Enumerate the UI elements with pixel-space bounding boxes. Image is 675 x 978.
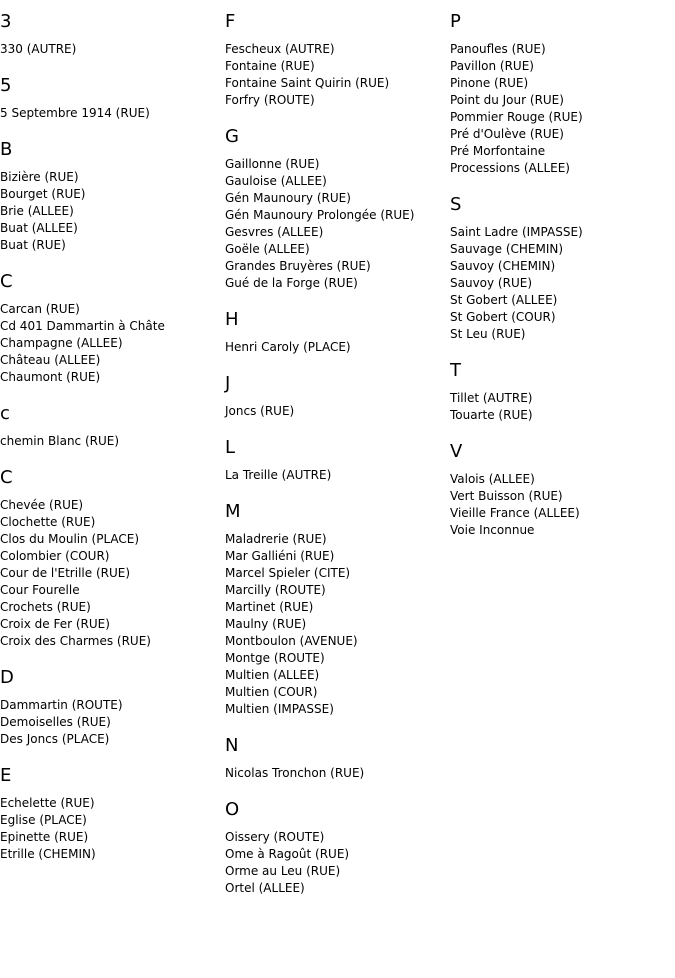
street-link[interactable]: Clos du Moulin (PLACE) (0, 532, 140, 546)
street-list-item (0, 829, 225, 846)
street-link[interactable]: Gué de la Forge (RUE) (225, 276, 358, 290)
street-link[interactable]: Croix de Fer (RUE) (0, 617, 110, 631)
street-list-item (450, 309, 675, 326)
street-list (0, 33, 225, 64)
street-list-item (0, 203, 225, 220)
street-list-item (450, 505, 675, 522)
street-link[interactable]: Eglise (PLACE) (0, 813, 87, 827)
street-list-item (225, 633, 450, 650)
section-letter-heading: F (225, 11, 236, 32)
street-link[interactable]: Champagne (ALLEE) (0, 336, 123, 350)
street-list-item (0, 731, 225, 748)
street-link[interactable]: Martinet (RUE) (225, 600, 314, 614)
street-list-item (225, 190, 450, 207)
street-link[interactable]: Gaillonne (RUE) (225, 157, 320, 171)
street-link[interactable]: Saint Ladre (IMPASSE) (450, 225, 583, 239)
street-list-item (225, 241, 450, 258)
section-letter-heading: J (225, 373, 231, 394)
street-link[interactable]: Montge (ROUTE) (225, 651, 325, 665)
street-list-item (0, 301, 225, 318)
street-list-item (450, 126, 675, 143)
street-link[interactable]: Oissery (ROUTE) (225, 830, 325, 844)
street-link[interactable]: Gesvres (ALLEE) (225, 225, 324, 239)
street-list-item (450, 75, 675, 92)
letter-section (225, 426, 450, 490)
street-list-item (450, 326, 675, 343)
street-list-item (450, 488, 675, 505)
section-letter-heading: 3 (0, 11, 12, 32)
street-list-item (225, 403, 450, 420)
street-link[interactable]: Pinone (RUE) (450, 76, 529, 90)
letter-section (225, 724, 450, 788)
street-link[interactable]: Forfry (ROUTE) (225, 93, 315, 107)
street-link[interactable]: Bizière (RUE) (0, 170, 79, 184)
street-link[interactable]: Ortel (ALLEE) (225, 881, 305, 895)
street-list-item (225, 650, 450, 667)
street-link[interactable]: Point du Jour (RUE) (450, 93, 564, 107)
street-link[interactable]: Demoiselles (RUE) (0, 715, 111, 729)
street-list (0, 689, 225, 754)
street-link[interactable]: Panoufles (RUE) (450, 42, 546, 56)
street-list-item (450, 241, 675, 258)
street-link[interactable]: Bourget (RUE) (0, 187, 86, 201)
street-list-item (0, 697, 225, 714)
street-link[interactable]: Colombier (COUR) (0, 549, 110, 563)
letter-section (0, 656, 225, 754)
street-link[interactable]: Chaumont (RUE) (0, 370, 101, 384)
street-list-item (225, 829, 450, 846)
street-link[interactable]: Château (ALLEE) (0, 353, 101, 367)
section-letter-heading: D (0, 667, 14, 688)
street-list (225, 331, 450, 362)
street-link[interactable]: Multien (ALLEE) (225, 668, 320, 682)
street-link[interactable]: Vieille France (ALLEE) (450, 506, 580, 520)
street-link[interactable]: Grandes Bruyères (RUE) (225, 259, 371, 273)
section-letter-heading: S (450, 194, 462, 215)
street-list (225, 821, 450, 903)
section-letter-heading: 5 (0, 75, 12, 96)
section-letter-heading: P (450, 11, 461, 32)
street-list-item (225, 531, 450, 548)
street-list-item (225, 275, 450, 292)
street-link[interactable]: Maulny (RUE) (225, 617, 307, 631)
street-list (225, 757, 450, 788)
street-list-item (0, 795, 225, 812)
street-link[interactable]: 5 Septembre 1914 (RUE) (0, 106, 150, 120)
letter-section (225, 490, 450, 724)
section-letter-heading: N (225, 735, 239, 756)
street-link[interactable]: Epinette (RUE) (0, 830, 89, 844)
street-list-item (225, 667, 450, 684)
street-list-item (225, 616, 450, 633)
letter-section (450, 183, 675, 349)
street-list-item (0, 846, 225, 863)
street-list-item (450, 224, 675, 241)
street-list-item (225, 582, 450, 599)
street-link[interactable]: Cd 401 Dammartin à Châte (0, 319, 165, 333)
street-link[interactable]: Joncs (RUE) (225, 404, 295, 418)
street-list-item (225, 684, 450, 701)
street-list-item (450, 160, 675, 177)
street-link[interactable]: Chevée (RUE) (0, 498, 84, 512)
street-link[interactable]: La Treille (AUTRE) (225, 468, 332, 482)
section-letter-heading: C (0, 271, 13, 292)
street-link[interactable]: Nicolas Tronchon (RUE) (225, 766, 365, 780)
street-list-item (0, 220, 225, 237)
street-link[interactable]: Des Joncs (PLACE) (0, 732, 110, 746)
section-letter-heading: O (225, 799, 240, 820)
street-list-item (450, 258, 675, 275)
street-link[interactable]: Buat (RUE) (0, 238, 66, 252)
street-list-item (0, 548, 225, 565)
section-letter-heading: B (0, 139, 13, 160)
street-link[interactable]: Fontaine (RUE) (225, 59, 315, 73)
street-list-item (450, 522, 675, 539)
section-letter-heading: H (225, 309, 239, 330)
street-link[interactable]: Multien (COUR) (225, 685, 318, 699)
street-list-item (0, 616, 225, 633)
street-link[interactable]: Fescheux (AUTRE) (225, 42, 335, 56)
street-link[interactable]: Voie Inconnue (450, 523, 535, 537)
street-link[interactable]: Gén Maunoury Prolongée (RUE) (225, 208, 415, 222)
street-list (450, 33, 675, 183)
street-index-column-3 (450, 0, 675, 545)
street-link[interactable]: Fontaine Saint Quirin (RUE) (225, 76, 390, 90)
street-link[interactable]: Montboulon (AVENUE) (225, 634, 358, 648)
street-list-item (0, 237, 225, 254)
street-index-column-1 (0, 0, 225, 869)
street-list-item (0, 352, 225, 369)
street-link[interactable]: Processions (ALLEE) (450, 161, 570, 175)
street-list-item (450, 92, 675, 109)
street-list (450, 382, 675, 430)
street-link[interactable]: St Gobert (ALLEE) (450, 293, 558, 307)
street-list-item (0, 514, 225, 531)
street-link[interactable]: Valois (ALLEE) (450, 472, 535, 486)
street-link[interactable]: Cour de l'Etrille (RUE) (0, 566, 131, 580)
section-letter-heading: M (225, 501, 241, 522)
street-list (0, 161, 225, 260)
street-list-item (450, 292, 675, 309)
street-list-item (0, 335, 225, 352)
letter-section (0, 128, 225, 260)
letter-section (450, 349, 675, 430)
letter-section (0, 0, 225, 64)
letter-section (0, 754, 225, 869)
letter-section (225, 0, 450, 115)
street-list-item (0, 105, 225, 122)
street-list-item (0, 582, 225, 599)
street-list-item (225, 765, 450, 782)
street-list-item (0, 186, 225, 203)
letter-section (0, 392, 225, 456)
street-link[interactable]: Marcilly (ROUTE) (225, 583, 326, 597)
street-list (450, 216, 675, 349)
street-link[interactable]: Multien (IMPASSE) (225, 702, 334, 716)
street-list-item (225, 41, 450, 58)
street-list (0, 489, 225, 656)
street-list (225, 395, 450, 426)
street-list-item (0, 565, 225, 582)
street-link[interactable]: Carcan (RUE) (0, 302, 80, 316)
street-list-item (0, 169, 225, 186)
street-list-item (450, 407, 675, 424)
section-letter-heading: c (0, 403, 10, 424)
street-list-item (450, 143, 675, 160)
street-link[interactable]: Pré d'Oulève (RUE) (450, 127, 564, 141)
street-link[interactable]: chemin Blanc (RUE) (0, 434, 120, 448)
street-list-item (225, 863, 450, 880)
street-list-item (0, 497, 225, 514)
letter-section (0, 64, 225, 128)
letter-section (450, 430, 675, 545)
street-link[interactable]: Sauvoy (CHEMIN) (450, 259, 556, 273)
street-link[interactable]: Dammartin (ROUTE) (0, 698, 123, 712)
section-letter-heading: C (0, 467, 13, 488)
street-list-item (0, 633, 225, 650)
street-link[interactable]: Cour Fourelle (0, 583, 80, 597)
street-link[interactable]: Ome à Ragoût (RUE) (225, 847, 350, 861)
section-letter-heading: T (450, 360, 461, 381)
street-list (0, 787, 225, 869)
street-list-item (0, 369, 225, 386)
street-link[interactable]: Sauvage (CHEMIN) (450, 242, 564, 256)
street-list (225, 523, 450, 724)
street-list-item (450, 390, 675, 407)
street-list-item (225, 701, 450, 718)
street-list-item (225, 565, 450, 582)
street-list-item (0, 812, 225, 829)
street-link[interactable]: Mar Galliéni (RUE) (225, 549, 335, 563)
street-list (0, 293, 225, 392)
street-link[interactable]: Sauvoy (RUE) (450, 276, 533, 290)
street-link[interactable]: Etrille (CHEMIN) (0, 847, 96, 861)
street-list (225, 33, 450, 115)
street-list-item (0, 531, 225, 548)
street-list-item (0, 318, 225, 335)
section-letter-heading: E (0, 765, 12, 786)
street-list-item (225, 224, 450, 241)
street-link[interactable]: Henri Caroly (PLACE) (225, 340, 351, 354)
street-list-item (0, 41, 225, 58)
street-list-item (0, 599, 225, 616)
street-link[interactable]: Vert Buisson (RUE) (450, 489, 563, 503)
street-list (0, 97, 225, 128)
street-list-item (225, 58, 450, 75)
street-link[interactable]: Echelette (RUE) (0, 796, 95, 810)
street-list-item (225, 846, 450, 863)
letter-section (225, 298, 450, 362)
street-index-column-2 (225, 0, 450, 903)
letter-section (450, 0, 675, 183)
street-link[interactable]: Maladrerie (RUE) (225, 532, 327, 546)
street-list (0, 425, 225, 456)
letter-section (225, 362, 450, 426)
street-list-item (0, 714, 225, 731)
street-list-item (225, 156, 450, 173)
street-list-item (225, 880, 450, 897)
street-link[interactable]: Pommier Rouge (RUE) (450, 110, 583, 124)
street-link[interactable]: Pré Morfontaine (450, 144, 546, 158)
street-list-item (225, 339, 450, 356)
street-link[interactable]: Brie (ALLEE) (0, 204, 74, 218)
street-list-item (225, 92, 450, 109)
street-link[interactable]: Orme au Leu (RUE) (225, 864, 341, 878)
street-link[interactable]: St Leu (RUE) (450, 327, 526, 341)
street-link[interactable]: Pavillon (RUE) (450, 59, 534, 73)
street-link[interactable]: Buat (ALLEE) (0, 221, 78, 235)
letter-section (0, 456, 225, 656)
street-link[interactable]: Croix des Charmes (RUE) (0, 634, 151, 648)
section-letter-heading: L (225, 437, 236, 458)
street-list (450, 463, 675, 545)
street-link[interactable]: Goële (ALLEE) (225, 242, 310, 256)
street-link[interactable]: Touarte (RUE) (450, 408, 533, 422)
street-link[interactable]: St Gobert (COUR) (450, 310, 556, 324)
letter-section (0, 260, 225, 392)
street-list-item (0, 433, 225, 450)
street-link[interactable]: Gén Maunoury (RUE) (225, 191, 351, 205)
street-list-item (450, 109, 675, 126)
section-letter-heading: G (225, 126, 239, 147)
street-link[interactable]: Marcel Spieler (CITE) (225, 566, 351, 580)
street-list-item (225, 173, 450, 190)
letter-section (225, 788, 450, 903)
street-link[interactable]: Clochette (RUE) (0, 515, 96, 529)
street-link[interactable]: Crochets (RUE) (0, 600, 91, 614)
section-letter-heading: V (450, 441, 463, 462)
street-list-item (450, 471, 675, 488)
street-list (225, 148, 450, 298)
street-list-item (225, 75, 450, 92)
street-list-item (225, 207, 450, 224)
street-list-item (450, 58, 675, 75)
street-list-item (225, 599, 450, 616)
street-link[interactable]: Tillet (AUTRE) (450, 391, 533, 405)
letter-section (225, 115, 450, 298)
street-link[interactable]: Gauloise (ALLEE) (225, 174, 327, 188)
street-list-item (450, 275, 675, 292)
street-list-item (225, 467, 450, 484)
street-list-item (450, 41, 675, 58)
street-list-item (225, 548, 450, 565)
street-list-item (225, 258, 450, 275)
street-list (225, 459, 450, 490)
street-link[interactable]: 330 (AUTRE) (0, 42, 77, 56)
